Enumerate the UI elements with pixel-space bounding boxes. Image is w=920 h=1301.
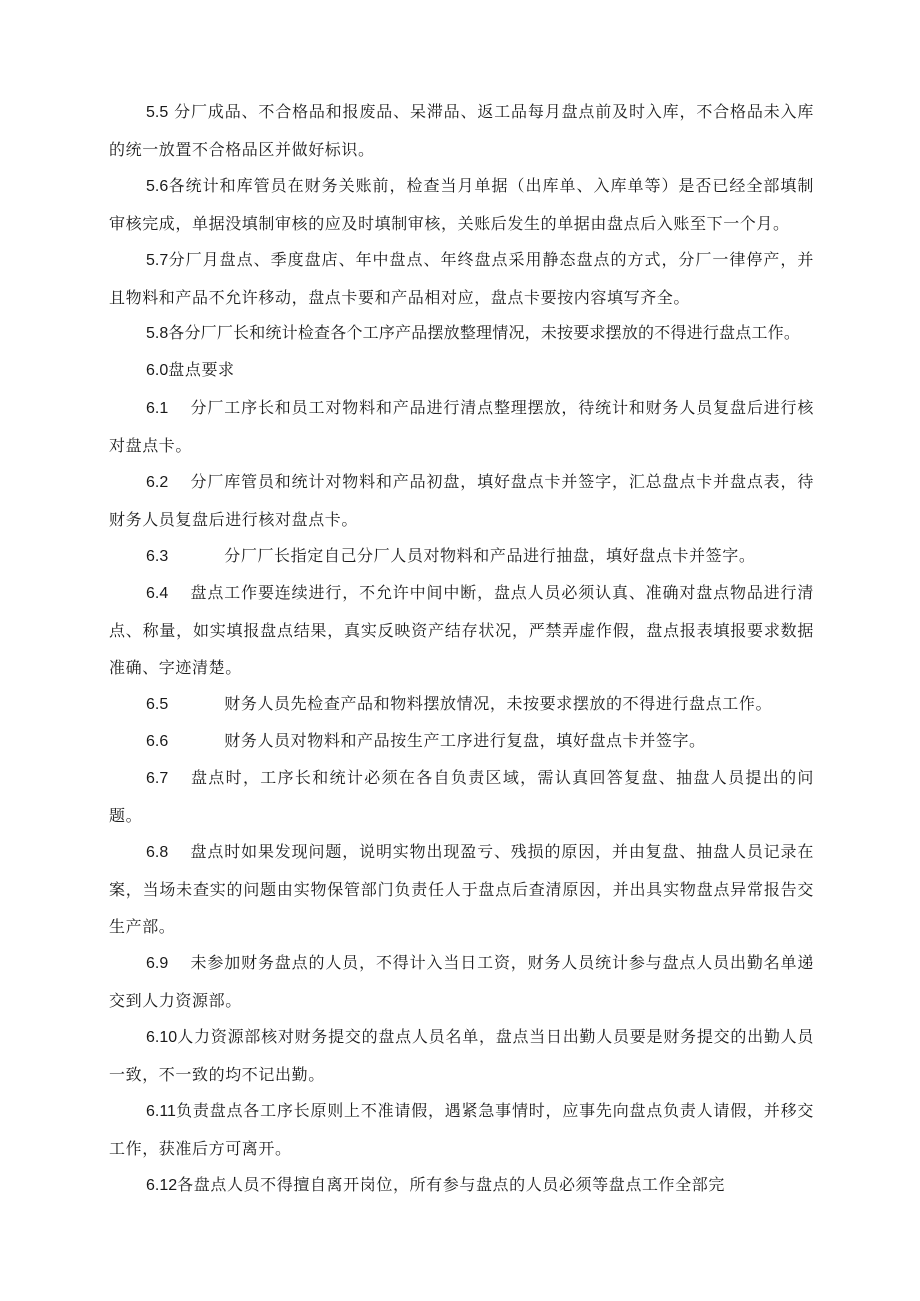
paragraph-6-5 [109, 685, 814, 723]
paragraph-6-2 [109, 463, 814, 538]
clause-text: 分厂成品、不合格品和报废品、呆滞品、返工品每月盘点前及时入库，不合格品未入库的统一放置不合格品区并做好标识。 [109, 102, 814, 159]
clause-text: 财务人员对物料和产品按生产工序进行复盘，填好盘点卡并签字。 [224, 731, 706, 750]
clause-number: 6.2 [146, 474, 169, 491]
clause-text: 分厂库管员和统计对物料和产品初盘，填好盘点卡并签字，汇总盘点卡并盘点表，待财务人员复盘后进行核对盘点卡。 [109, 472, 814, 529]
paragraph-6-6 [109, 722, 814, 760]
clause-text: 各盘点人员不得擅自离开岗位，所有参与盘点的人员必须等盘点工作全部完 [177, 1175, 725, 1194]
paragraph-6-1 [109, 389, 814, 464]
clause-text: 负责盘点各工序长原则上不准请假，遇紧急事情时，应事先向盘点负责人请假，并移交工作，获准后方可离开。 [109, 1101, 814, 1158]
clause-text: 分厂月盘点、季度盘店、年中盘点、年终盘点采用静态盘点的方式，分厂一律停产，并且物料和产品不允许移动，盘点卡要和产品相对应，盘点卡要按内容填写齐全。 [109, 250, 814, 307]
paragraph-6-4 [109, 574, 814, 686]
clause-number: 6.9 [146, 955, 169, 972]
clause-number: 6.6 [146, 733, 169, 750]
clause-text: 盘点要求 [168, 360, 235, 379]
paragraph-5-6 [109, 167, 814, 242]
paragraph-5-5 [109, 93, 814, 168]
clause-text: 财务人员先检查产品和物料摆放情况，未按要求摆放的不得进行盘点工作。 [224, 694, 773, 713]
clause-number: 5.5 [146, 104, 169, 121]
clause-number: 6.11 [146, 1103, 176, 1120]
paragraph-6-10 [109, 1018, 814, 1093]
paragraph-6-7 [109, 759, 814, 834]
clause-number: 5.8 [146, 325, 169, 342]
paragraph-6-9 [109, 944, 814, 1019]
clause-number: 6.4 [146, 585, 169, 602]
clause-text: 各统计和库管员在财务关账前，检查当月单据（出库单、入库单等）是否已经全部填制审核完成，单据没填制审核的应及时填制审核，关账后发生的单据由盘点后入账至下一个月。 [109, 176, 814, 233]
clause-number: 5.7 [146, 252, 169, 269]
clause-text: 盘点时如果发现问题，说明实物出现盈亏、残损的原因，并由复盘、抽盘人员记录在案，当场未查实的问题由实物保管部门负责任人于盘点后查清原因，并出具实物盘点异常报告交生产部。 [109, 842, 814, 936]
clause-number: 6.8 [146, 844, 169, 861]
clause-number: 6.1 [146, 400, 169, 417]
clause-text: 人力资源部核对财务提交的盘点人员名单，盘点当日出勤人员要是财务提交的出勤人员一致，不一致的均不记出勤。 [109, 1027, 814, 1084]
clause-text: 各分厂厂长和统计检查各个工序产品摆放整理情况，未按要求摆放的不得进行盘点工作。 [168, 323, 801, 342]
clause-number: 6.10 [146, 1029, 178, 1046]
clause-text: 盘点工作要连续进行，不允许中间中断，盘点人员必须认真、准确对盘点物品进行清点、称量，如实填报盘点结果，真实反映资产结存状况，严禁弄虚作假，盘点报表填报要求数据准确、字迹清楚。 [109, 583, 814, 677]
clause-number: 6.5 [146, 696, 169, 713]
section-heading-6-0 [109, 351, 814, 389]
paragraph-5-8 [109, 314, 814, 352]
paragraph-6-12 [109, 1166, 814, 1204]
paragraph-5-7 [109, 241, 814, 316]
clause-text: 盘点时，工序长和统计必须在各自负责区域，需认真回答复盘、抽盘人员提出的问题。 [109, 768, 814, 825]
clause-number: 5.6 [146, 178, 169, 195]
clause-text: 分厂厂长指定自己分厂人员对物料和产品进行抽盘，填好盘点卡并签字。 [224, 546, 756, 565]
paragraph-6-11 [109, 1092, 814, 1167]
clause-text: 分厂工序长和员工对物料和产品进行清点整理摆放，待统计和财务人员复盘后进行核对盘点卡。 [109, 398, 814, 455]
clause-number: 6.3 [146, 548, 169, 565]
clause-number: 6.7 [146, 770, 169, 787]
clause-text: 未参加财务盘点的人员，不得计入当日工资，财务人员统计参与盘点人员出勤名单递交到人力资源部。 [109, 953, 814, 1010]
clause-number: 6.12 [146, 1177, 178, 1194]
paragraph-6-8 [109, 833, 814, 945]
paragraph-6-3 [109, 537, 814, 575]
clause-number: 6.0 [146, 362, 169, 379]
